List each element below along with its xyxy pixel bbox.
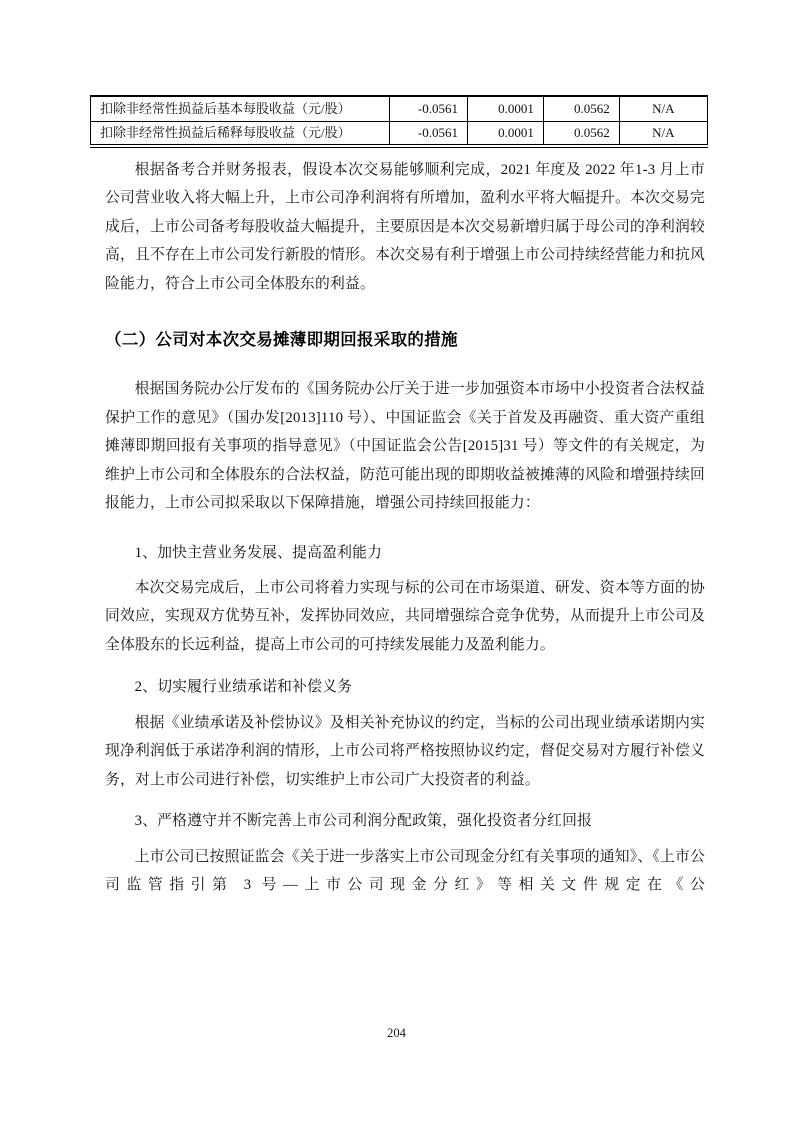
item3-body: 上市公司已按照证监会《关于进一步落实上市公司现金分红有关事项的通知》、《上市公司监管指引第 3 号—上市公司现金分红》等相关文件规定在《公	[105, 848, 705, 894]
diluted-eps-value-4: N/A	[619, 121, 707, 146]
paragraph-regulatory-basis: 根据国务院办公厅发布的《国务院办公厅关于进一步加强资本市场中小投资者合法权益保护工作的意见》（国办发[2013]110 号）、中国证监会《关于首发及再融资、重大资产重组摊薄即期回报有关事项的指导意见》（中国证监会公告[2015]31 号）等文件的有关规定，为维护上市公司和全体股东的合法权益，防范可能出现的即期收益被摊薄的风险和增强持续回报能力，上市公司拟采取以下保障措施，增强公司持续回报能力：	[105, 381, 705, 512]
diluted-eps-value-1: -0.0561	[390, 121, 468, 146]
item1-body: 本次交易完成后，上市公司将着力实现与标的公司在市场渠道、研发、资本等方面的协同效应，实现双方优势互补，发挥协同效应，共同增强综合竞争优势，从而提升上市公司及全体股东的长远利益，提高上市公司的可持续发展能力及盈利能力。	[105, 579, 705, 653]
item2-title: 2、切实履行业绩承诺和补偿义务	[134, 679, 353, 696]
table-row-basic-eps	[91, 96, 708, 121]
item1-title: 1、加快主营业务发展、提高盈利能力	[134, 544, 383, 561]
row-label-diluted-eps: 扣除非经常性损益后稀释每股收益（元/股）	[91, 121, 390, 146]
table-row-diluted-eps	[91, 121, 708, 146]
item3-title: 3、严格遵守并不断完善上市公司利润分配政策，强化投资者分红回报	[134, 813, 593, 830]
diluted-eps-value-3: 0.0562	[543, 121, 619, 146]
basic-eps-value-1: -0.0561	[390, 96, 468, 121]
basic-eps-value-4: N/A	[619, 96, 707, 121]
basic-eps-value-2: 0.0001	[467, 96, 543, 121]
basic-eps-value-3: 0.0562	[543, 96, 619, 121]
row-label-basic-eps: 扣除非经常性损益后基本每股收益（元/股）	[91, 96, 390, 121]
body-text	[105, 156, 705, 900]
section-heading-measures: （二）公司对本次交易摊薄即期回报采取的措施	[105, 331, 458, 350]
item2-body: 根据《业绩承诺及补偿协议》及相关补充协议的约定，当标的公司出现业绩承诺期内实现净利润低于承诺净利润的情形，上市公司将严格按照协议约定，督促交易对方履行补偿义务，对上市公司进行补偿，切实维护上市公司广大投资者的利益。	[105, 714, 705, 788]
diluted-eps-value-2: 0.0001	[467, 121, 543, 146]
eps-table	[90, 95, 708, 148]
paragraph-pro-forma-summary: 根据备考合并财务报表，假设本次交易能够顺利完成，2021 年度及 2022 年1-3 月上市公司营业收入将大幅上升，上市公司净利润将有所增加，盈利水平将大幅提升。本次交易完成后，上市公司备考每股收益大幅提升，主要原因是本次交易新增归属于母公司的净利润较高，且不存在上市公司发行新股的情形。本次交易有利于增强上市公司持续经营能力和抗风险能力，符合上市公司全体股东的利益。	[105, 162, 705, 292]
page-number: 204	[387, 1026, 406, 1040]
